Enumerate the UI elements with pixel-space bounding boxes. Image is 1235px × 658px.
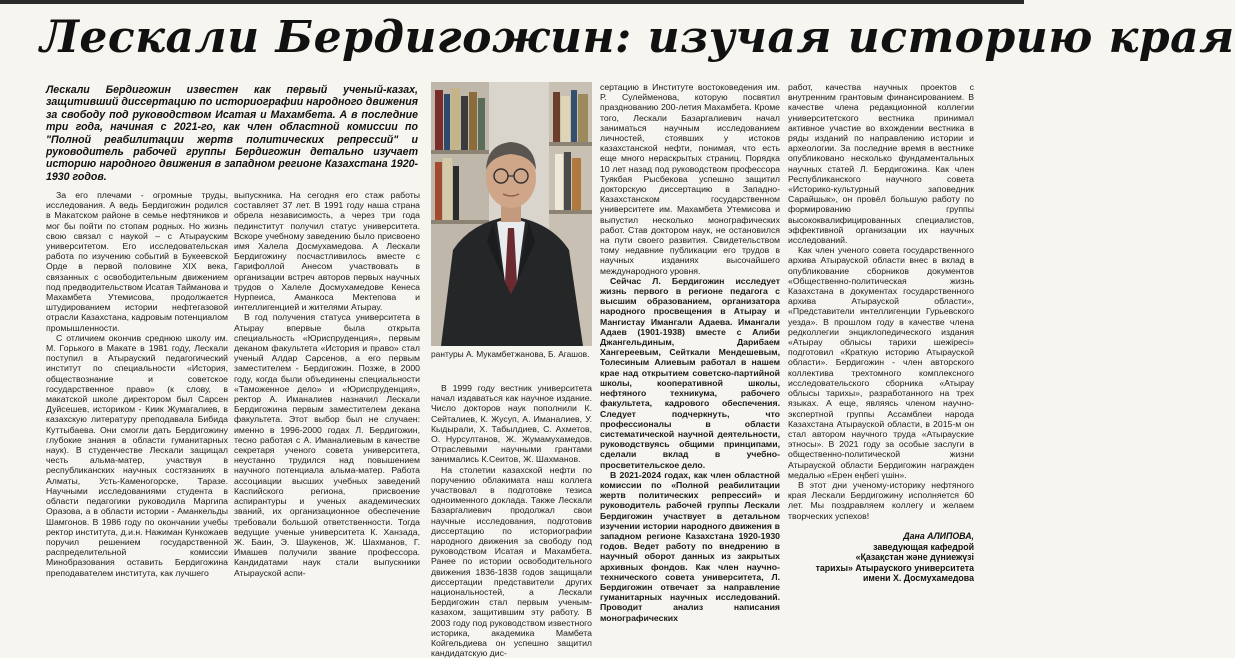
author-name: Дана АЛИПОВА, xyxy=(903,531,974,541)
author-signature xyxy=(788,531,974,584)
text-column-5 xyxy=(788,82,974,521)
paragraph: В год получения статуса университета в Атырау впервые была открыта специальность «Юриспруденция», первым деканом факультета «История и право» стал ученый Алдар Сарсенов, а его первым заместителем - Бердигожин. Позже, в 2000 году, когда были объединены специальности «Таможенное дело» и «Юриспруденция», ректор А. Иманалиев назначил Лескали Бердигожина первым заместителем декана факультета. Этот выбор был не случаен: именно в 1996-2000 годах Л. Бердигожин, тесно работая с А. Иманалиевым в качестве секретаря ученого совета университета, неустанно трудился над повышением научного потенциала альма-матер. Работа ассоциации высших учебных заведений Каспийского региона, присвоение аспирантуры и ученых академических званий, их организационное обеспечение требовали большой ответственности. Тогда ведущие ученые университета К. Ханзада, Ж. Баин, Э. Шаукенов, Ж. Шахманов, Г. Имашев получили звание профессора. Кандидатами наук стали выпускники Атырауской аспи- xyxy=(234,312,420,578)
paragraph: Как член ученого совета государственного архива Атырауской области внес в вклад в опубликование сборников документов «Общественно-политическая жизнь Казахстана в документах государственного архива Атырауской области», «Представители интеллигенции Гурьевского уезда». В прошлом году в качестве члена редколлегии энциклопедического издания «Атырау облысы тарихи шежіресі» подготовил «Краткую историю Атырауской области». Бердигожин - член авторского коллектива трехтомного комплексного исследовательского сборника «Атырау облысы тарихы», разработанного на трех языках. А еще, являясь членом научно-экспертной группы Ассамблеи народа Казахстана Атырауской области, в 2015-м он стал автором научного труда «Атырауские этносы». В 2021 году за особые заслуги в общественно-политической жизни Атырауской области Бердигожин награжден медалью «Ерен еңбегі үшін». xyxy=(788,245,974,480)
photo-caption: рантуры А. Мукамбетжанова, Б. Агашов. xyxy=(431,349,590,359)
author-role: заведующая кафедрой xyxy=(873,541,974,552)
text-column-3 xyxy=(431,383,592,658)
paragraph-bold: В 2021-2024 годах, как член областной комиссии по «Полной реабилитации жертв политических репрессий» и руководитель рабочей группы Лескали Бердигожин участвует в детальном изучении истории народного движения в западном регионе Казахстана 1920-1930 годов. Ведет работу по внедрению в научный оборот данных из закрытых архивных фондов. Как член научно-технического совета университета, Л. Бердигожин отвечает за направление гуманитарных научных исследований. Проводит анализ написания монографических xyxy=(600,469,780,623)
portrait-photo xyxy=(431,82,592,346)
author-role: тарихы» Атырауского университета xyxy=(815,562,974,573)
top-rule xyxy=(0,0,1024,4)
paragraph: За его плечами - огромные труды, исследования. А ведь Бердигожин родился в Макатском районе в семье нефтяников и мог бы пойти по стопам родных. Но жизнь свою связал с наукой – с Атырауским университетом. Его исследовательская работа по изучению событий в Букеевской Орде в первой половине XIX века, связанных с освободительным движением под предводительством Исатая Тайманова и Махамбета Утемисова, продолжается штудированием истории нефтегазовой отрасли Казахстана, кадровым потенциалом промышленности. xyxy=(46,190,228,333)
author-role: имени Х. Досмухамедова xyxy=(863,573,974,584)
text-column-2 xyxy=(234,190,420,639)
paragraph: С отличием окончив среднюю школу им. М. Горького в Макате в 1981 году, Лескали поступил в Атырауский педагогический институт по специальности «История, обществознание и советское государственное право» (к слову, в макатской школе директором был Сарсен Дуйсешев, историком - Киик Жумагалиев, в казахскую литературу преподавала Бибида Куттыбаева. Они смогли дать Бердигожину глубокие знания в области гуманитарных наук). В студенчестве Лескали защищал честь альма-матер, участвуя в республиканских научных состязаниях в Алматы, Усть-Каменогорске, Таразе. Научными исследованиями студента в области педагогики руководила Маргипа Оразова, а в области истории - Аманкельды Шамгонов. В 1986 году по окончании учебы ректор института, д.и.н. Нажиман Кункожаев поручил решением государственной распределительной комиссии Минобразования оставить Бердигожина преподавателем института, как лучшего xyxy=(46,332,228,578)
author-role: «Қазақстан және дүниежүзі xyxy=(855,552,974,563)
text-column-4 xyxy=(600,82,780,639)
paragraph: выпускника. На сегодня его стаж работы составляет 37 лет. В 1991 году наша страна обрела независимость, а через три года пединститут получил статус университета. Вскоре учебному заведению было присвоено имя Халела Досмухамедова. А Лескали Бердигожину посчастливилось вместе с Гарифоллой Анесом участвовать в организации встреч авторов первых научных трудов о Халеле Досмухамедове Кенеса Нурпеиса, Аманкоса Мектепова и интеллигенцией и жителями Атырау. xyxy=(234,190,420,313)
paragraph-bold: Сейчас Л. Бердигожин исследует жизнь первого в регионе педагога с высшим образованием, организатора народного просвещения в Атырау и Мангистау Имангали Адаева. Имангали Адаев (1901-1938) вместе с Алиби Джангельдиным, Дарибаем Хангереевым, Сейткали Мендешевым, Толесиным Алиевым работал в нашем крае над открытием советско-партийной школы, кооперативной школы, нефтяного техникума, рабочего факультета, кадрового обеспечения. Следует подчеркнуть, что профессионалы в области систематической научной деятельности, руководствуясь общими принципами, сделали вклад в учебно-просветительское дело. xyxy=(600,275,780,470)
article-title: Лескали Бердигожин: изучая историю края xyxy=(40,12,1235,63)
paragraph: работ, качества научных проектов с внутренним грантовым финансированием. В качестве члена редакционной коллегии университетского вестника принимал активное участие во вхождении вестника в ряды изданий по направлению истории и археологии. За последние время в вестнике опубликовано несколько фундаментальных научных статей Л. Бердигожина. Как член Республиканского научного совета «Историко-культурный заповедник Сарайшык», он провёл большую работу по формированию группы высококвалифицированных специалистов, эффективной организации их научных исследований. xyxy=(788,82,974,246)
paragraph: В 1999 году вестник университета начал издаваться как научное издание. Число докторов наук пополнили К. Сейталиев, К. Жусуп, А. Иманалиев, У. Кыдырали, Х. Табылдиев, С. Ахметов, О. Нурсултанов, Ж. Жумамухамедов. Отраслевыми научными грантами занимались К.Сеитов, Ж. Шахманов. xyxy=(431,383,592,465)
text-column-1 xyxy=(46,190,228,639)
article-lead: Лескали Бердигожин известен как первый ученый-казах, защитивший диссертацию по историографии народного движения за свободу под руководством Исатая и Махамбета. А в последние три года, начиная с 2021-го, как член областной комиссии по "Полной реабилитации жертв политических репрессий" и руководитель рабочей группы Бердигожин детально изучает историю народного движения в западном регионе Казахстана 1920-1930 годов. xyxy=(46,84,418,183)
paragraph: На столетии казахской нефти по поручению облакимата наш коллега участвовал в подготовке тезиса одноименного доклада. Также Лескали Базаргалиевич продолжал свои научные исследования, подготовив диссертацию по историографии народного движения за свободу под руководством Исатая и Махамбета. Ранее по истории освободительного движения 1836-1838 годов защищали диссертации представители других национальностей, а Лескали Бердигожин стал первым ученым-казахом, защитившим эту работу. В 2003 году под руководством известного историка, академика Мамбета Койгельдиева он успешно защитил кандидатскую дис- xyxy=(431,464,592,658)
paragraph: В этот дни ученому-историку нефтяного края Лескали Бердигожину исполняется 60 лет. Мы поздравляем коллегу и желаем творческих успехов! xyxy=(788,479,974,521)
paragraph: сертацию в Институте востоковедения им. Р. Сулейменова, которую посвятил празднованию 200-летия Махамбета. Кроме того, Лескали Базаргалиевич начал заниматься научным исследованием личностей, стоявших у истоков казахстанской нефти, понимая, что есть еще много нераскрытых страниц. Порядка 10 лет назад под руководством профессора Туякбая Рысбекова успешно защитил докторскую диссертацию в Западно-Казахстанском государственном университете им. Махамбета Утемисова и выпустил несколько монографических работ. Став доктором наук, не остановился на пути своего развития. Свидетельством тому недавние публикации его трудов в научных изданиях высочайшего международного уровня. xyxy=(600,82,780,276)
